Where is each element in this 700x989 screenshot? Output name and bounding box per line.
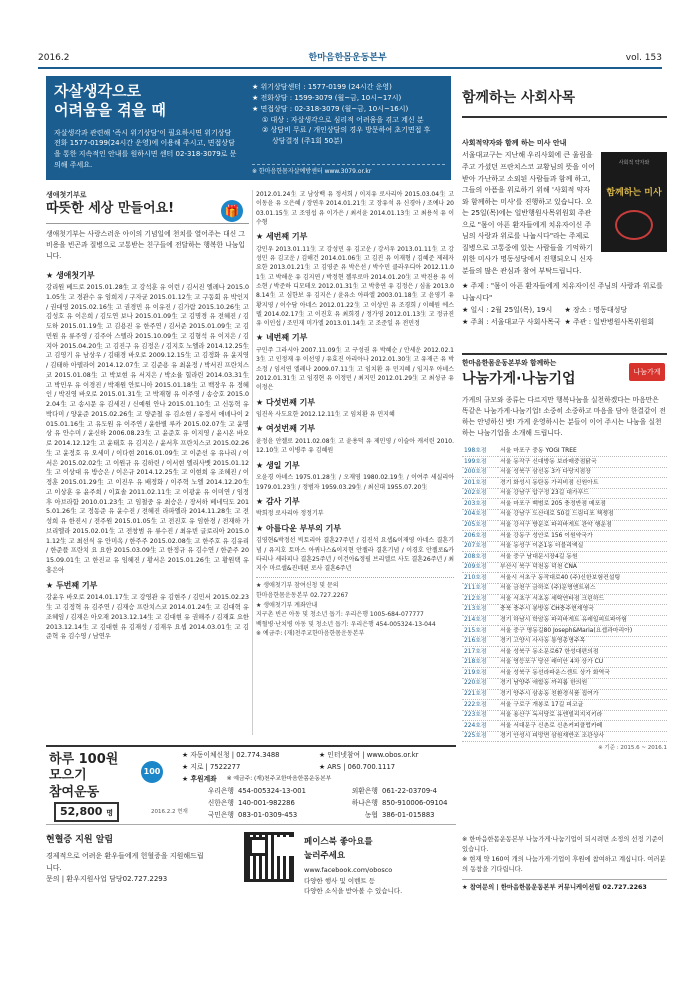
store-row (462, 583, 667, 594)
store-row (462, 710, 667, 721)
bank-account-number: 061-22-03709-4 (382, 786, 437, 795)
bank-name: 하나은행 (351, 798, 378, 807)
social-ministry-column (462, 76, 667, 758)
ars-info: ★ ARS | 060.700.1117 (319, 762, 396, 771)
store-row (462, 510, 667, 521)
store-number: 199호점 (462, 457, 498, 468)
volume-number: vol. 153 (625, 53, 662, 64)
donor-list-8: 박희정 로사리아 정정기부 (256, 510, 324, 518)
store-name: 경기 남양주 애합동 까리롭 한의원 (498, 679, 667, 690)
store-number: 202호점 (462, 488, 498, 499)
store-row (462, 689, 667, 700)
store-name: 서울 금천구 금하로 (주)문명엔트위스 (498, 583, 667, 594)
store-number: 218호점 (462, 657, 498, 668)
store-row (462, 467, 667, 478)
store-row (462, 573, 667, 584)
store-name: 경기 화성시 동탄동 가리비점 신원아트 (498, 478, 667, 489)
store-name: 경기 고양시 사사동 통영총명주목 (498, 636, 667, 647)
visit-counsel-line: ★ 면접상담 : 02-318-3079 (월~금, 10시~16시) (252, 104, 409, 113)
help-contact: 문의 | 환우지원사업 담당02.727.2293 (46, 874, 168, 883)
store-number: 217호점 (462, 647, 498, 658)
counsel-fee: ② 상담비 무료 / 개인상담의 경우 방문하여 초기면접 후 (262, 126, 431, 135)
bank-name: 국민은행 (207, 810, 234, 819)
store-row (462, 657, 667, 668)
daily-100-won-box (46, 745, 456, 825)
subheading-first-donation: ★ 생애첫기부 (46, 270, 95, 280)
issue-date: 2016.2 (38, 53, 70, 64)
bank-name: 우리은행 (207, 786, 234, 795)
store-row (462, 520, 667, 531)
store-name: 서울 용산구 독서당로 유엔빌리지지키라 (498, 710, 667, 721)
store-row (462, 478, 667, 489)
store-name: 서울 성북구 동소문로67 한성대편의점 (498, 647, 667, 658)
bank-account-number: 454-005324-13-001 (238, 786, 306, 795)
store-name: 서울 강남구 도산대로 50길 드림디포 책쟁점 (498, 510, 667, 521)
store-row (462, 679, 667, 690)
help-title: 현혈증 지원 알림 (46, 835, 114, 845)
poster-ring (615, 210, 653, 240)
qr-code[interactable] (244, 832, 294, 882)
store-row (462, 562, 667, 573)
store-name: 경기 양주시 삼송동 친환경식품 집여가 (498, 689, 667, 700)
store-row (462, 721, 667, 732)
facebook-title (304, 835, 454, 863)
donation-contact-note (256, 577, 454, 639)
store-name: 서울 서대문구 신촌로 신촌커피클럽카페 (498, 721, 667, 732)
facebook-desc: 다양한 행사 및 이벤트 등 (304, 876, 376, 885)
section-intro: 생애첫기부는 사랑스러운 아이의 기념일에 천치를 열어주는 대신 그 비용을 빈곤과 질병으로 고통받는 친구들에 전달하는 행복한 나눔입니다. (46, 229, 245, 260)
note-line: 백혈병·난치병 아동 및 청소년 돕기: 우리은행 454-005324-13-044 (256, 620, 436, 628)
hero-description: 자살생각과 관련해 '즉시 위기상담'이 필요하시면 위기상담 전화 1577-0199(24시간 운영)에 이용해 주시고, 면접상담을 통한 지속적인 안내를 원하시면 센터 02-318-3079로 문의해 주세요. (54, 128, 237, 170)
store-name: 서울 중구 명동길80 Joseph&Maria(요셉과마리아) (498, 626, 667, 637)
store-name: 서울 강서구 방문로 파리바게트 관악 행운점 (498, 520, 667, 531)
bank-account-number: 386-01-015883 (382, 810, 435, 819)
subheading-couples: ★ 아름다운 부부의 기부 (256, 523, 342, 533)
store-row (462, 594, 667, 605)
note-line: 지구촌 빈곤 아동 및 청소년 돕기: 우리은행 1005-684-077777 (256, 611, 424, 619)
header-rule (38, 67, 662, 69)
bank-name: 농협 (364, 810, 378, 819)
store-name: 서울 마포구 백범로 205 충정반점 메포점 (498, 499, 667, 510)
subheading-thanks: ★ 감사 기부 (256, 496, 300, 506)
auto-transfer-info: ★ 자동이체신청 | 02.774.3488 (182, 751, 280, 759)
subheading-birthday: ★ 생일 기부 (256, 460, 300, 470)
bank-account-number: 083-01-0309-453 (238, 810, 298, 819)
sharing-intro: 가게의 규모와 종류는 다르지만 행복나눔을 실천하겠다는 마음만은 똑같은 나눔가게·나눔기업! 소중히 소중하고 마음을 담아 한결같이 전하는 안녕하신 벗! 가게 운영하시는 분들이 이어 주시는 나눔을 실천하는 나눔기업을 소개해 드립니다. (462, 396, 666, 437)
mass-body: 서울대교구는 지난해 우리사회에 큰 울림을 주고 가셨던 프란치스코 교황님의 뜻을 이어받아 가난하고 소외된 사람들과 함께 하고, 그들의 아픔을 위로하기 위해 '사회적 약자와 함께하는 미사'를 진행하고 있습니다. 오는 25일(목)에는 일반행원사목위원회 주관으로 "몸이 아픈 환자들에게 치유자이신 주님의 사랑과 위로를 나눕시다"라는 주제로 질병으로 고통중에 있는 사람들을 기억하기 위한 미사가 명동성당에서 진행되오니 신자분들의 많은 관심과 참여 부탁드립니다. (462, 151, 595, 275)
section-kicker: 생애첫기부로 (46, 191, 87, 199)
count-date: 2016.2.2 현재 (151, 809, 188, 815)
first-birthday-donation-column (46, 190, 249, 735)
donate-title-line2: 모으기 (49, 768, 87, 784)
facebook-box (304, 835, 454, 897)
store-row (462, 552, 667, 563)
gift-icon: 🎁 (221, 200, 243, 222)
store-number: 223호점 (462, 710, 498, 721)
counsel-target: ① 대상 : 자살생각으로 심리적 어려움을 겪고 계신 분 (262, 115, 424, 124)
poster-title: 함께하는 미사 (606, 188, 662, 199)
store-name: 서울 중구 남대문시장4길 동원 (498, 552, 667, 563)
sharing-kicker: 한마음한몸운동본부와 함께하는 (462, 359, 557, 368)
store-name: 서울 동성구 이준1동 더블리액실 (498, 541, 667, 552)
store-number: 208호점 (462, 552, 498, 563)
hero-title-line2: 어려움을 겪을 때 (54, 100, 166, 119)
donor-list-5: 임진옥 사도요한 2012.12.11生 고 임치환 유 민지혜 (256, 411, 395, 419)
subheading-third: ★ 세번째 기부 (256, 232, 308, 242)
store-number: 222호점 (462, 700, 498, 711)
store-number: 207호점 (462, 541, 498, 552)
mass-details (462, 281, 667, 329)
store-number: 201호점 (462, 478, 498, 489)
hero-source: ※ 한마음한몸자살예방센터 www.3079.or.kr (252, 164, 445, 176)
store-name: 서울 성북구 삼선동 3가 다당지점장 (498, 467, 667, 478)
donor-list-2: 강윤우 바오로 2014.01.17生 고 강영관 유 김현주 / 김민서 2015.02.23生 고 김정혁 유 김주연 / 김재승 프란치스코 2014.01.24生 고 김대혁 유 조혜임 / 김재은 아오재 2013.12.14生 고 김대현 유 권해주 / 김재효 요한 2013.12.14生 고 김대현 유 김재성 / 김재우 요셉 2014.03.01生 고 김준혁 유 김수영 / 남연우 (46, 594, 249, 641)
store-row (462, 731, 667, 742)
section-title: 따뜻한 세상 만들어요! (46, 201, 175, 217)
mass-heading: 사회적약자와 함께 하는 미사 안내 (462, 139, 567, 148)
store-name: 서울 영등포구 당산 래미안 4차 상가 CU (498, 657, 667, 668)
hero-title (54, 82, 238, 120)
store-number: 221호점 (462, 689, 498, 700)
store-name: 서울시 서초구 동작대로40 (주)신한보험컨설팅 (498, 573, 667, 584)
help-body: 경제적으로 어려운 환우들에게 헌혈증을 지원해드립니다. (46, 852, 204, 872)
bank-account-number: 850-910006-09104 (382, 798, 448, 807)
account-label: ★ 후원계좌 (182, 775, 217, 784)
account-owner: ※ 예금주: (재)천주교한마음한몸운동본부 (226, 776, 332, 783)
store-row (462, 605, 667, 616)
mass-host: ★ 주최 : 서울대교구 사회사목국 (462, 318, 561, 327)
donor-list-9: 김영현&박정선 빅토리아 결혼27주년 / 김진석 요셉&이재영 아네스 결혼기념 / 유지호 토마스 아퀴나스&이지현 안젤라 결혼기념 / 이경호 안젤로&카타리나 세라피나 결혼25주년 / 이건아&정필 브리엘르 사도 결혼26주년 / 최지수 마르셀&진네핀 로사 결혼6주년 (256, 537, 454, 573)
bank-account-number: 140-001-982286 (238, 798, 295, 807)
store-name: 경기 안성시 피망면 삼원재반조 조관상사 (498, 731, 667, 742)
hundred-coin-icon: 100 (141, 761, 163, 783)
subheading-sixth: ★ 여섯번째 기부 (256, 424, 316, 434)
store-row (462, 647, 667, 658)
poster-caption: 사회적 약자와 (618, 160, 650, 167)
sharing-title: 나눔가게·나눔기업 (462, 370, 576, 387)
store-number: 206호점 (462, 531, 498, 542)
store-row (462, 615, 667, 626)
bank-name: 외환은행 (351, 786, 378, 795)
store-row (462, 499, 667, 510)
donate-title-line1: 하루 100원 (49, 752, 119, 767)
store-number: 200호점 (462, 467, 498, 478)
store-number: 225호점 (462, 731, 498, 742)
facebook-title-line1: 페이스북 좋아요를 (304, 837, 373, 847)
store-table-footnote: ※ 기준 : 2015.6 ~ 2016.1 (598, 745, 667, 752)
hero-title-line1: 자살생각으로 (54, 82, 141, 100)
store-number: 204호점 (462, 510, 498, 521)
sharing-notes (462, 835, 667, 893)
store-number: 220호점 (462, 679, 498, 690)
count-unit: 명 (106, 809, 114, 817)
store-number: 213호점 (462, 605, 498, 616)
store-name: 서울 강동구 성안로 156 이원약국가 (498, 531, 667, 542)
column-divider (252, 190, 253, 735)
mass-organizer: ★ 주관 : 일반병원사목위원회 (564, 318, 655, 327)
store-row (462, 531, 667, 542)
note-line: 한마음한몸운동본부 02.727.2267 (256, 592, 349, 600)
store-number: 209호점 (462, 562, 498, 573)
giro-info: ★ 지로 | 7522277 (182, 762, 241, 771)
web-participation-link[interactable]: ★ 인터넷참여 | www.obos.or.kr (319, 751, 419, 759)
divider (46, 223, 249, 224)
store-name: 서울 강남구 압구정 23길 대가푸드 (498, 488, 667, 499)
store-number: 212호점 (462, 594, 498, 605)
donor-list-cont: 2012.01.24生 고 남상백 유 정서희 / 이지유 로사리아 2015.03.04生 고 이동윤 유 오은혜 / 장연우 2014.01.21生 고 장유석 유 신경아 / 조예나 2003.01.15生 고 조영섭 유 이가은 / 최서윤 2014.01.13生 고 최용석 유 이수형 (256, 191, 454, 226)
store-row (462, 636, 667, 647)
suicide-prevention-box (46, 76, 451, 180)
store-number: 205호점 (462, 520, 498, 531)
store-row (462, 626, 667, 637)
sharing-store-logo: 나눔가게 (629, 363, 665, 381)
facebook-link[interactable]: www.facebook.com/obosco (304, 866, 393, 875)
donor-list-7: 오윤경 아녜스 1975.01.28生 / 오재영 1980.02.19生 / 이여주 세실리아 1979.01.23生 / 정범자 1959.03.29生 / 최신대 1955.07.20生 (256, 474, 454, 491)
store-row (462, 700, 667, 711)
mass-date: ★ 일시 : 2월 25일(목), 19시 (462, 306, 553, 315)
hotline-line: ★ 위기상담센터 : 1577-0199 (24시간 운영) (252, 83, 392, 91)
store-table (462, 447, 667, 743)
store-name: 서울 성북구 동선라파운스센트 상가 화역국 (498, 668, 667, 679)
store-number: 211호점 (462, 583, 498, 594)
store-name: 충북 충주시 봉방동 CH충주현재영국 (498, 605, 667, 616)
donor-list: 강리원 베드로 2015.01.28生 고 강석훈 유 이런 / 김서진 엘레나 2015.01.05生 고 경관수 유 임희지 / 구자균 2015.01.12生 고 구동회 유 박인지 / 권대영 2015.02.16生 고 권경민 유 이유진 / 김가람 2015.10.26生 고 김성호 유 이은희 / 김도연 보나 2015.01.09生 고 김명경 유 전혜진 / 김도하 2015.01.19生 고 김용진 유 한주연 / 김서준 2015.01.09生 고 김민원 유 류주영 / 김주아 스텔라 2015.10.09生 고 김형석 유 이지은 / 김지아 2015.04.20生 고 김진구 유 김정은 / 김지호 노엘라 2014.12.25生 고 김영기 유 남상우 / 김태경 바오로 2009.12.15生 고 김정화 유 윤지영 / 김태하 아델라이 2014.12.07生 고 김준용 유 최윤정 / 박서진 프란치스코 2015.01.08生 고 박보현 유 서지은 / 박소율 힐라린 2014.03.31生 고 박민우 유 이경진 / 박재원 안토니아 2015.01.18生 고 백장우 유 정혜인 / 박진영 바오로 2015.01.31生 고 박재형 유 이주영 / 송승호 2015.02.04生 고 송시문 유 김세진 / 신예원 안나 2015.01.10生 고 신동혁 유 박다미 / 양윤준 2015.02.26生 고 양준철 유 김소현 / 유정서 애녜나이 2015.01.16生 고 유도원 유 이주연 / 윤한별 루카 2015.02.07生 고 윤명상 유 안수미 / 윤신하 2006.08.23生 고 윤준호 유 이지영 / 윤시온 바오로 2014.12.12生 고 윤태호 유 김지은 / 윤서후 프란치스코 2015.02.26生 고 윤정호 유 오세미 / 이다현 2016.01.09生 고 이준선 유 유나리 / 이서은 2015.02.02生 고 이원규 유 김하린 / 이서현 엘리사벳 2015.01.12生 고 이상대 유 방승은 / 이은규 2014.12.25生 고 이현희 유 조혜진 / 이정훈 2015.01.29生 고 이진우 유 배정화 / 이주혁 노엘 2014.12.20生 고 이상훈 유 윤주희 / 이효솔 2011.02.11生 고 이광윤 유 이미연 / 임정후 아브라함 2010.01.23生 고 임철중 유 최승은 / 장서하 베네딕도 2015.01.26生 고 정동준 유 윤수진 / 전혜진 라파엘라 2014.11.28生 고 전성희 유 한진시 / 전주원 2015.01.05生 고 전진호 유 임한경 / 전재하 가브리엘라 2015.02.01生 고 전창범 유 류수진 / 최유빈 글로리아 2015.01.12生 고 최선식 유 안미옥 / 한주주 2015.02.08生 고 한주호 유 김유리 / 한준플 프란치 요 요한 2015.03.09生 고 한정규 유 김수연 / 한준주 2015.09.01生 고 한진교 유 임혜진 / 황서은 2015.01.26生 고 황원택 유 홍은아 (46, 284, 249, 574)
store-number: 214호점 (462, 615, 498, 626)
facebook-title-line2: 눌러주세요 (304, 851, 346, 862)
store-number: 210호점 (462, 573, 498, 584)
store-number: 198호점 (462, 447, 498, 457)
sharing-store-section (462, 353, 667, 753)
store-row (462, 457, 667, 468)
subheading-fifth: ★ 다섯번째 기부 (256, 397, 316, 407)
store-row (462, 541, 667, 552)
participant-count (54, 802, 119, 822)
store-number: 216호점 (462, 636, 498, 647)
facebook-desc: 다양한 소식을 받아볼 수 있습니다. (304, 887, 403, 896)
blood-donation-notice (46, 833, 208, 885)
store-name: 부산시 북구 덕천동 덕천 CNA (498, 562, 667, 573)
note-line: ★ 생애첫기부 참여신청 및 문의 (256, 582, 339, 590)
sharing-note: ※ 현재 약 160여 개의 나눔가게·기업이 후원에 참여하고 계십니다. 여러분의 동참을 기다립니다. (462, 856, 666, 874)
store-name: 경기 하남시 학암동 파리바게트 유레일피트파아험 (498, 615, 667, 626)
sharing-note: ※ 한마음한몸운동본부 나눔가게·나눔기업이 되시려면 소정의 선정 기준이 있습니다. (462, 836, 664, 854)
donor-list-6: 윤정윤 안젤로 2011.02.08生 고 윤용덕 유 제민영 / 이슬아 캐서린 2010.12.10生 고 이병주 유 김혜원 (256, 438, 454, 455)
store-name: 서울 서초구 서초동 세탁연타점 크린하드 (498, 594, 667, 605)
mass-poster-image (601, 152, 667, 252)
sharing-contact: ★ 참여문의 | 한마음한몸운동본부 커뮤니케이션팀 02.727.2263 (462, 879, 667, 893)
note-line: ※ 예금주: (재)천주교한마음한몸운동본부 (256, 630, 365, 638)
store-number: 203호점 (462, 499, 498, 510)
bank-name: 신한은행 (207, 798, 234, 807)
store-row (462, 668, 667, 679)
donor-list-4: 구민주 그라시아 2007.11.09生 고 구성권 유 박혜순 / 안세운 2012.02.13生 고 인정재 유 이선영 / 유효진 아리아나 2012.01.30生 고 유재근 유 박소정 / 임서연 엘레나 2009.07.11生 고 임치환 유 민지혜 / 임지우 아녜스 2012.01.31生 고 임경현 유 이정민 / 최지민 2012.01.29生 고 최성규 유 이정은 (256, 347, 454, 392)
mass-theme: ★ 주제 : "몸이 아픈 환자들에게 치유자이신 주님의 사랑과 위로를 나눕시다" (462, 282, 663, 303)
store-row (462, 447, 667, 457)
store-number: 224호점 (462, 721, 498, 732)
phone-counsel-line: ★ 전화상담 : 1599-3079 (월~금, 10시~17시) (252, 93, 402, 102)
bank-accounts (182, 786, 456, 822)
donate-title-line3: 참여운동 (49, 784, 100, 800)
store-number: 219호점 (462, 668, 498, 679)
store-number: 215호점 (462, 626, 498, 637)
store-row (462, 488, 667, 499)
store-name: 서울 동작구 신대방동 보라매중점닭국 (498, 457, 667, 468)
donation-list-column (256, 190, 454, 735)
note-line: ★ 생애첫기부 계좌안내 (256, 601, 318, 609)
mass-place: ★ 장소 : 명동대성당 (564, 306, 628, 315)
subheading-fourth: ★ 네번째 기부 (256, 333, 308, 343)
column-title: 함께하는 사회사목 (462, 76, 667, 118)
store-name: 서울 구로구 개봉로 17길 피코글 (498, 700, 667, 711)
store-name: 서울 마포구 중동 YOGI TREE (498, 447, 667, 457)
count-value: 52,800 (60, 805, 103, 818)
counsel-fee-cont: 상담결정 (주1회 50분) (272, 137, 343, 146)
subheading-second-donation: ★ 두번째 기부 (46, 580, 98, 590)
header (38, 52, 662, 66)
donor-list-3: 강민우 2013.01.11生 고 강성민 유 김고운 / 강서우 2013.01.11生 고 강성민 유 김고운 / 김해건 2014.01.06生 고 김진 유 이재형 / 김혜준 제레자 요한 2013.01.21生 고 김영준 유 박은선 / 박수민 클라우디아 2012.11.01生 고 박해운 유 김지연 / 박정현 젤루로마 2014.01.20生 고 박진용 유 이소현 / 박준하 디모테오 2012.01.31生 고 박충연 유 김정은 / 심율 2013.08.14生 고 심한보 유 김지은 / 윤유소 아파엘 2003.01.18生 고 윤영기 유 황지영 / 이수담 아네스 2012.01.22生 고 이상민 유 조경희 / 이혜원 에스델 2014.02.17生 고 이진호 유 최희경 / 정가영 2012.01.13生 고 정규진 유 이인섭 / 조민재 미가엘 2013.01.14生 고 조준일 유 전민정 (256, 245, 454, 328)
organization-name: 한마음한몸운동본부 (308, 53, 387, 64)
